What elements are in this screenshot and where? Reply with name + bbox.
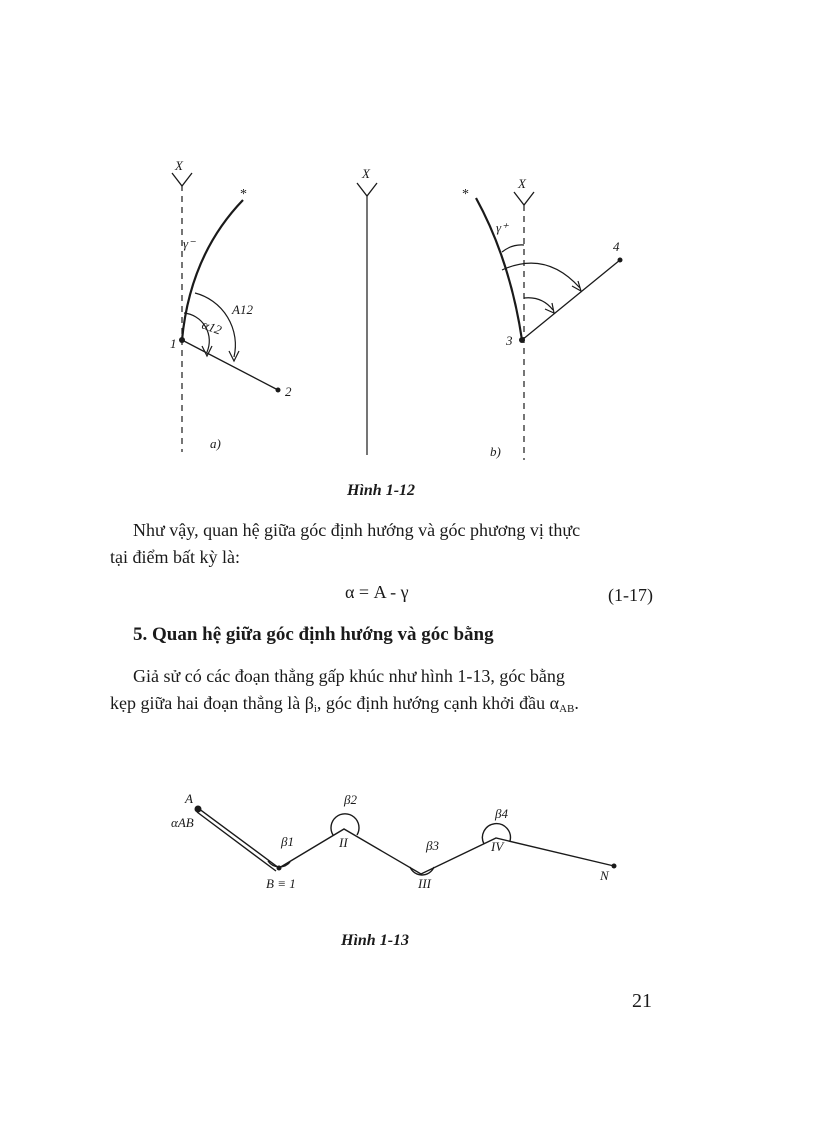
point-n-dot [612, 864, 617, 869]
figure-1-13-caption: Hình 1-13 [341, 932, 410, 949]
paragraph-1-line-1: Như vậy, quan hệ giữa góc định hướng và góc phương vị thực [133, 520, 581, 540]
paragraph-2-sub-i: i [313, 703, 317, 715]
point-a-dot [195, 806, 202, 813]
star-a: * [240, 187, 247, 202]
beta-4-label: β4 [495, 806, 508, 821]
vertex-4-label: IV [491, 839, 504, 854]
vertex-3-label: III [418, 876, 431, 891]
beta-3-label: β3 [426, 838, 439, 853]
figure-1-12-caption: Hình 1-12 [347, 482, 416, 499]
point-4-label: 4 [613, 239, 620, 254]
point-1-label: 1 [170, 336, 177, 351]
beta-2-arc [331, 814, 359, 835]
point-n-label: N [600, 868, 609, 883]
panel-a-label: a) [210, 436, 221, 451]
page-number: 21 [632, 990, 652, 1012]
paragraph-2-text-c: . [574, 693, 579, 713]
axis-label-b: X [518, 176, 526, 191]
paragraph-2-sub-ab: AB [559, 703, 575, 715]
gamma-label-a: γ⁻ [183, 236, 195, 251]
paragraph-1-line-2: tại điểm bất kỳ là: [110, 547, 240, 567]
alpha-label: α12 [199, 316, 224, 338]
paragraph-2-line-1: Giả sử có các đoạn thẳng gấp khúc như hình 1-13, góc bằng [133, 666, 565, 686]
point-2-label: 2 [285, 384, 292, 399]
star-b: * [462, 187, 469, 202]
paragraph-2-text-b: , góc định hướng cạnh khởi đầu α [316, 693, 560, 713]
point-a-label: A [185, 791, 193, 806]
segment-a-b-inner [197, 812, 276, 871]
alpha-ab-label: αAB [171, 815, 194, 830]
paragraph-2-text-a: kẹp giữa hai đoạn thẳng là β [110, 693, 314, 713]
azimuth-label: A12 [232, 302, 253, 317]
formula: α = A - γ [345, 582, 409, 602]
vertex-2-label: II [339, 835, 348, 850]
axis-label-middle: X [362, 166, 370, 181]
beta-2-label: β2 [344, 792, 357, 807]
section-heading: 5. Quan hệ giữa góc định hướng và góc bằng [133, 624, 494, 645]
gamma-label-b: γ⁺ [496, 220, 508, 235]
point-b-dot [277, 866, 282, 871]
traverse-line [279, 829, 614, 874]
segment-a-b-outer [198, 808, 279, 868]
beta-1-label: β1 [281, 834, 294, 849]
point-3-label: 3 [506, 333, 513, 348]
axis-label-a: X [175, 158, 183, 173]
point-b-label: B ≡ 1 [266, 876, 296, 891]
panel-b-label: b) [490, 444, 501, 459]
formula-number: (1-17) [608, 585, 653, 605]
